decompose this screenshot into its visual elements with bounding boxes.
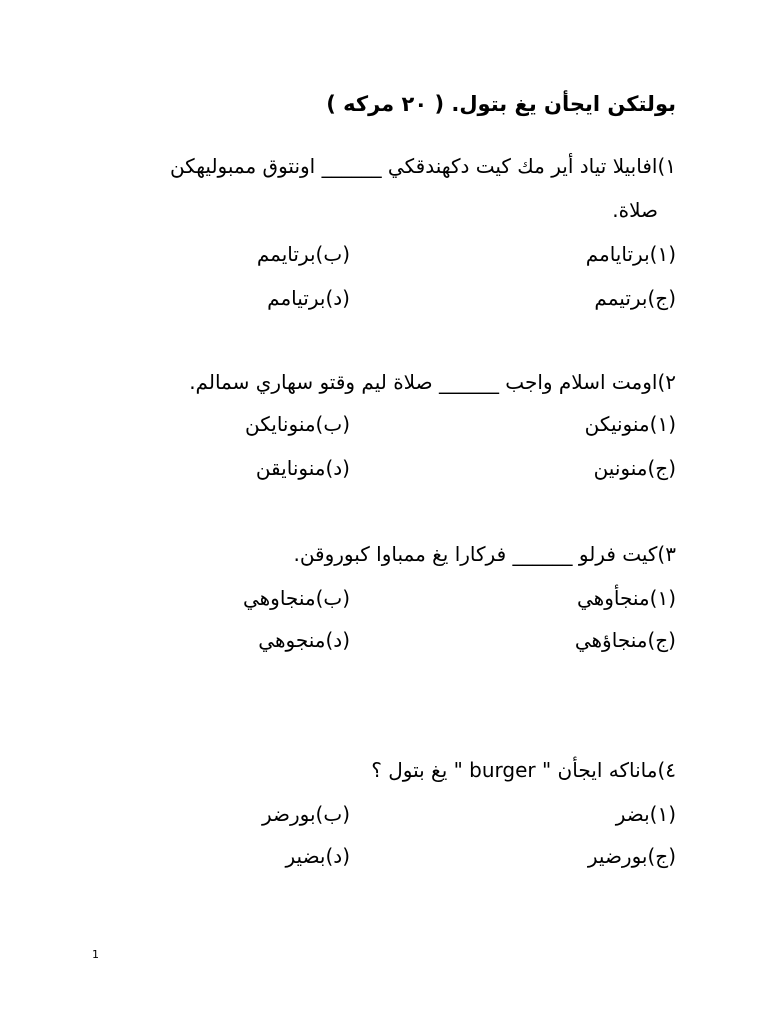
question-4-option-d: (د)بضير xyxy=(285,844,350,868)
question-1-stem: ١)افابيلا تياد أير مك كيت دكهندقكي ______ اونتوق ممبوليهكن xyxy=(169,154,676,178)
question-2-option-a: (١)منونيكن xyxy=(584,412,676,436)
question-1-stem-continued: صلاة. xyxy=(612,198,658,222)
question-2-option-d: (د)منونايقن xyxy=(255,456,350,480)
question-2-stem: ٢)اومت اسلام واجب ______ صلاة ليم وقتو سهاري سمالم. xyxy=(189,370,676,394)
question-3-option-c: (ج)منجاؤهي xyxy=(574,628,676,652)
question-4-option-b: (ب)بورضر xyxy=(261,802,350,826)
question-1-option-d: (د)برتيامم xyxy=(267,286,350,310)
question-4-option-c: (ج)بورضير xyxy=(587,844,676,868)
question-2-option-c: (ج)منونين xyxy=(593,456,676,480)
page-number: 1 xyxy=(92,948,99,961)
question-1-option-c: (ج)برتيمم xyxy=(594,286,676,310)
question-1-option-a: (١)برتايامم xyxy=(585,242,676,266)
question-3-option-d: (د)منجوهي xyxy=(258,628,350,652)
question-2-option-b: (ب)منونايكن xyxy=(244,412,350,436)
question-4-stem: ٤)ماناكه ايجأن " burger " يغ بتول ؟ xyxy=(371,758,676,782)
question-1-option-b: (ب)برتايمم xyxy=(256,242,350,266)
question-3-option-b: (ب)منجاوهي xyxy=(242,586,350,610)
question-3-option-a: (١)منجأوهي xyxy=(577,586,676,610)
question-4-option-a: (١)بضر xyxy=(615,802,676,826)
question-3-stem: ٣)كيت فرلو ______ فركارا يغ ممباوا كبوروقن. xyxy=(293,542,676,566)
worksheet-title: بولتكن ايجأن يغ بتول. ( ٢٠ مركه ) xyxy=(326,92,676,116)
